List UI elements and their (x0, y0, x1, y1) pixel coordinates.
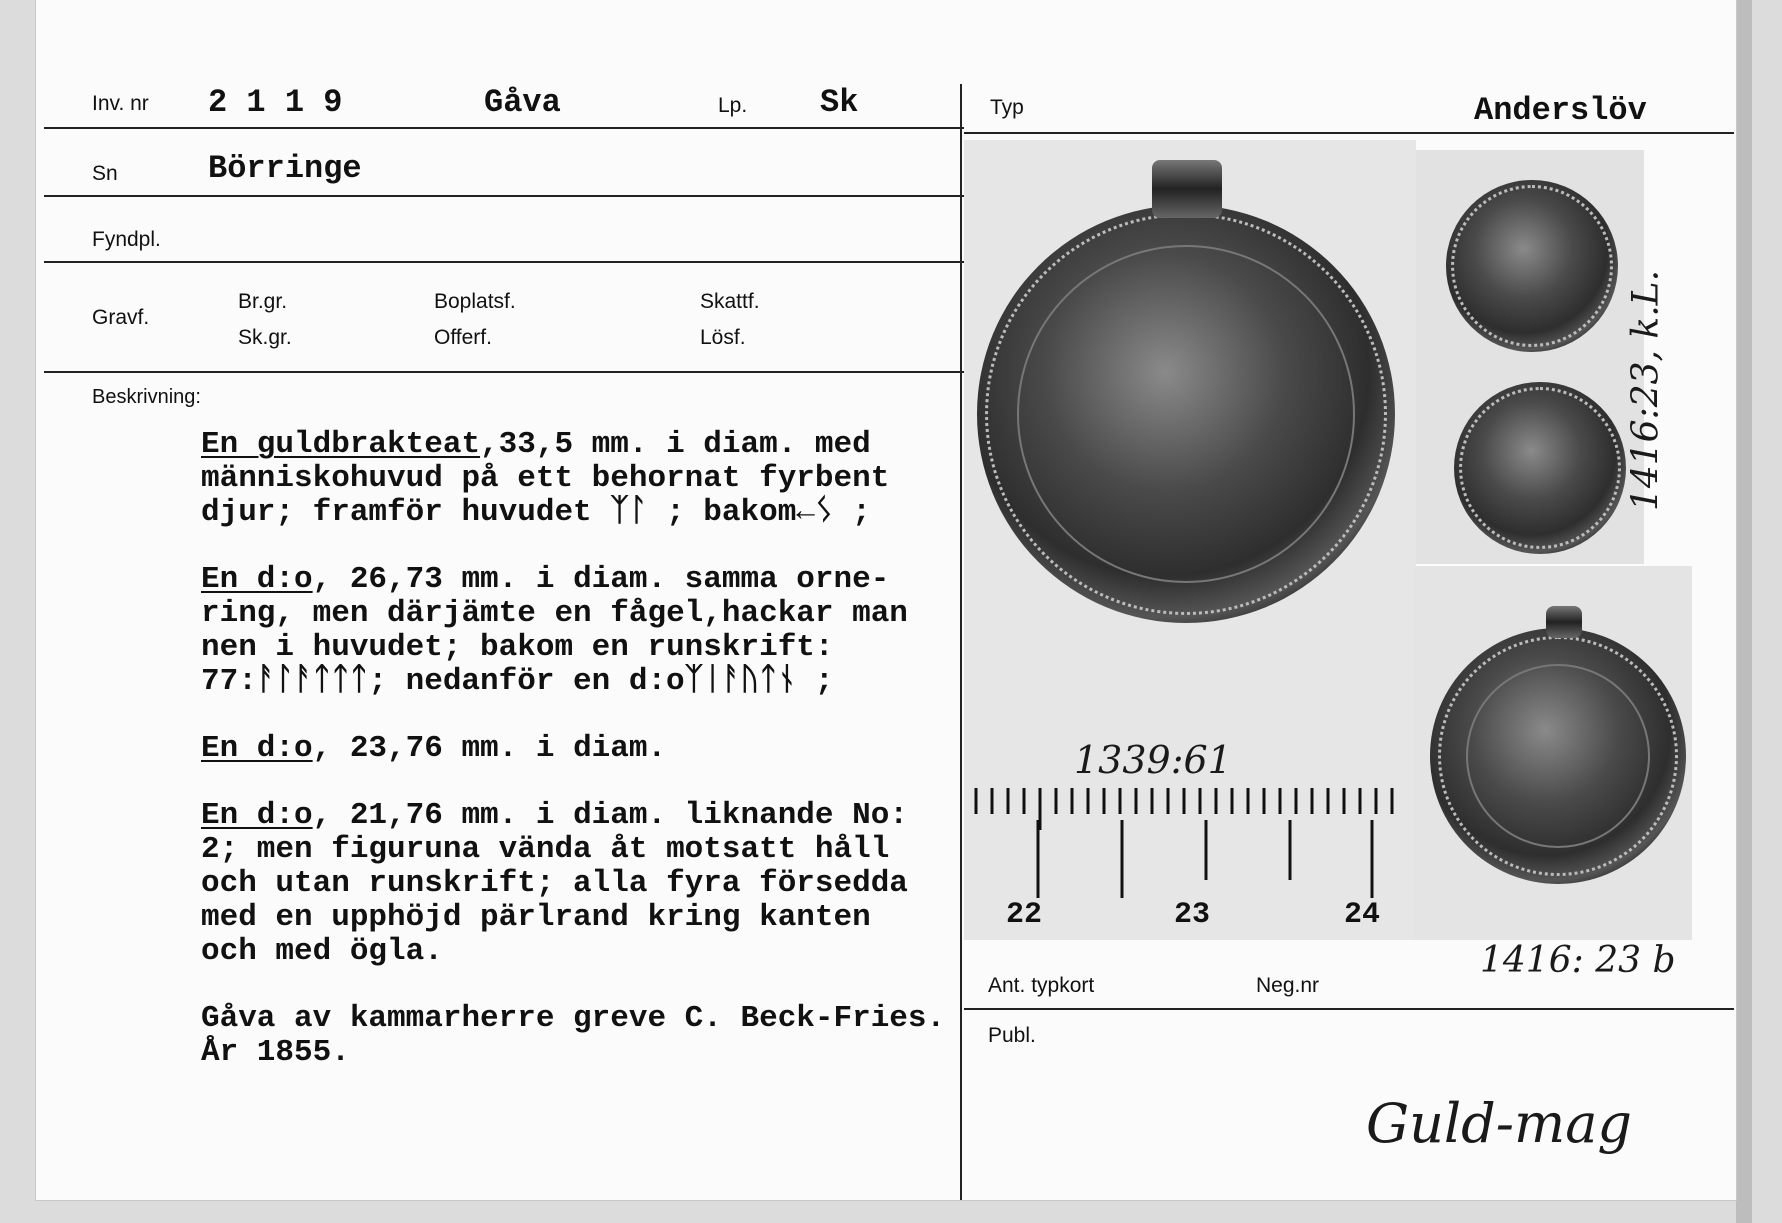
handwritten-side-note: 1416:23, k.L. (1625, 269, 1667, 512)
description-line: ring, men därjämte en fågel,hackar man (201, 596, 908, 631)
gava-field: Gåva (484, 84, 561, 121)
item-heading: En d:o (201, 562, 313, 597)
pearl-border (1459, 387, 1621, 549)
inner-ring (1466, 664, 1650, 848)
ruler-label: 24 (1344, 898, 1381, 932)
item-heading: En d:o (201, 798, 313, 833)
handwritten-material-note: Guld-mag (1366, 1092, 1632, 1155)
description-line: nen i huvudet; bakom en runskrift: (201, 630, 834, 665)
boplatsf-label: Boplatsf. (434, 290, 516, 313)
large-bracteate-image (977, 205, 1395, 623)
description-line: , 26,73 mm. i diam. samma orne- (312, 562, 890, 597)
rule-line (44, 195, 964, 197)
description-text (201, 428, 1001, 1103)
beskrivning-label: Beskrivning: (92, 386, 201, 408)
publ-label: Publ. (988, 1024, 1036, 1047)
rule-line (44, 371, 964, 373)
inv-nr-label: Inv. nr (92, 92, 149, 115)
fyndpl-label: Fyndpl. (92, 228, 161, 251)
ruler-label: 23 (1174, 898, 1211, 932)
item-heading: En d:o (201, 731, 313, 766)
description-paragraph (201, 799, 1001, 969)
small-bracteate-image (1446, 180, 1618, 352)
small-bracteate-image (1454, 382, 1626, 554)
description-line: År 1855. (201, 1035, 350, 1070)
handwritten-bottom-note: 1416: 23 b (1480, 940, 1676, 981)
description-paragraph (201, 732, 1001, 766)
bracteate-loop (1546, 606, 1582, 638)
description-line: ,33,5 mm. i diam. med (480, 427, 871, 462)
bracteate-loop (1152, 160, 1222, 218)
description-line: och med ögla. (201, 934, 443, 969)
medium-bracteate-image (1430, 628, 1686, 884)
skattf-label: Skattf. (700, 290, 760, 313)
rule-line (44, 261, 964, 263)
losf-label: Lösf. (700, 326, 746, 349)
description-line: , 21,76 mm. i diam. liknande No: (312, 798, 908, 833)
small-bracteates-photo (1416, 150, 1644, 564)
pearl-border (1451, 185, 1613, 347)
description-line: 2; men figuruna vända åt motsatt håll (201, 832, 890, 867)
rule-line (964, 132, 1734, 134)
rule-line (44, 127, 964, 129)
neg-nr-label: Neg.nr (1256, 974, 1320, 997)
description-line: och utan runskrift; alla fyra försedda (201, 866, 908, 901)
description-paragraph (201, 563, 1001, 699)
ant-typkort-label: Ant. typkort (988, 974, 1095, 997)
description-line: människohuvud på ett behornat fyrbent (201, 461, 890, 496)
main-bracteate-photo (964, 140, 1416, 940)
rule-line (964, 1008, 1734, 1010)
inv-nr-value: 2 1 1 9 (208, 84, 343, 121)
catalog-card (36, 0, 1736, 1200)
sn-value: Börringe (208, 150, 362, 187)
sn-label: Sn (92, 162, 118, 185)
description-line: Gåva av kammarherre greve C. Beck-Fries. (201, 1001, 946, 1036)
sk-gr-label: Sk.gr. (238, 326, 292, 349)
handwritten-number: 1339:61 (1074, 738, 1232, 782)
typ-value: Anderslöv (1474, 92, 1647, 129)
offerf-label: Offerf. (434, 326, 492, 349)
description-line: med en upphöjd pärlrand kring kanten (201, 900, 871, 935)
card-edge-shadow (1736, 0, 1752, 1223)
description-line: 77:ᚨᛚᚨᛏᛏᛏ; nedanför en d:oᛉᛁᚨᚢᛏᚾ ; (201, 664, 834, 699)
description-paragraph (201, 428, 1001, 530)
ruler-label: 22 (1006, 898, 1043, 932)
third-bracteate-photo (1414, 566, 1692, 940)
item-heading: En guldbrakteat (201, 427, 481, 462)
lp-value: Sk (820, 84, 859, 121)
inner-ring (1017, 245, 1355, 583)
description-line: djur; framför huvudet ᛉᛚ ; bakom←ᛊ ; (201, 495, 871, 530)
typ-label: Typ (990, 96, 1024, 119)
br-gr-label: Br.gr. (238, 290, 288, 313)
gravf-label: Gravf. (92, 306, 150, 329)
description-paragraph (201, 1002, 1001, 1070)
lp-label: Lp. (718, 94, 748, 117)
description-line: , 23,76 mm. i diam. (312, 731, 667, 766)
